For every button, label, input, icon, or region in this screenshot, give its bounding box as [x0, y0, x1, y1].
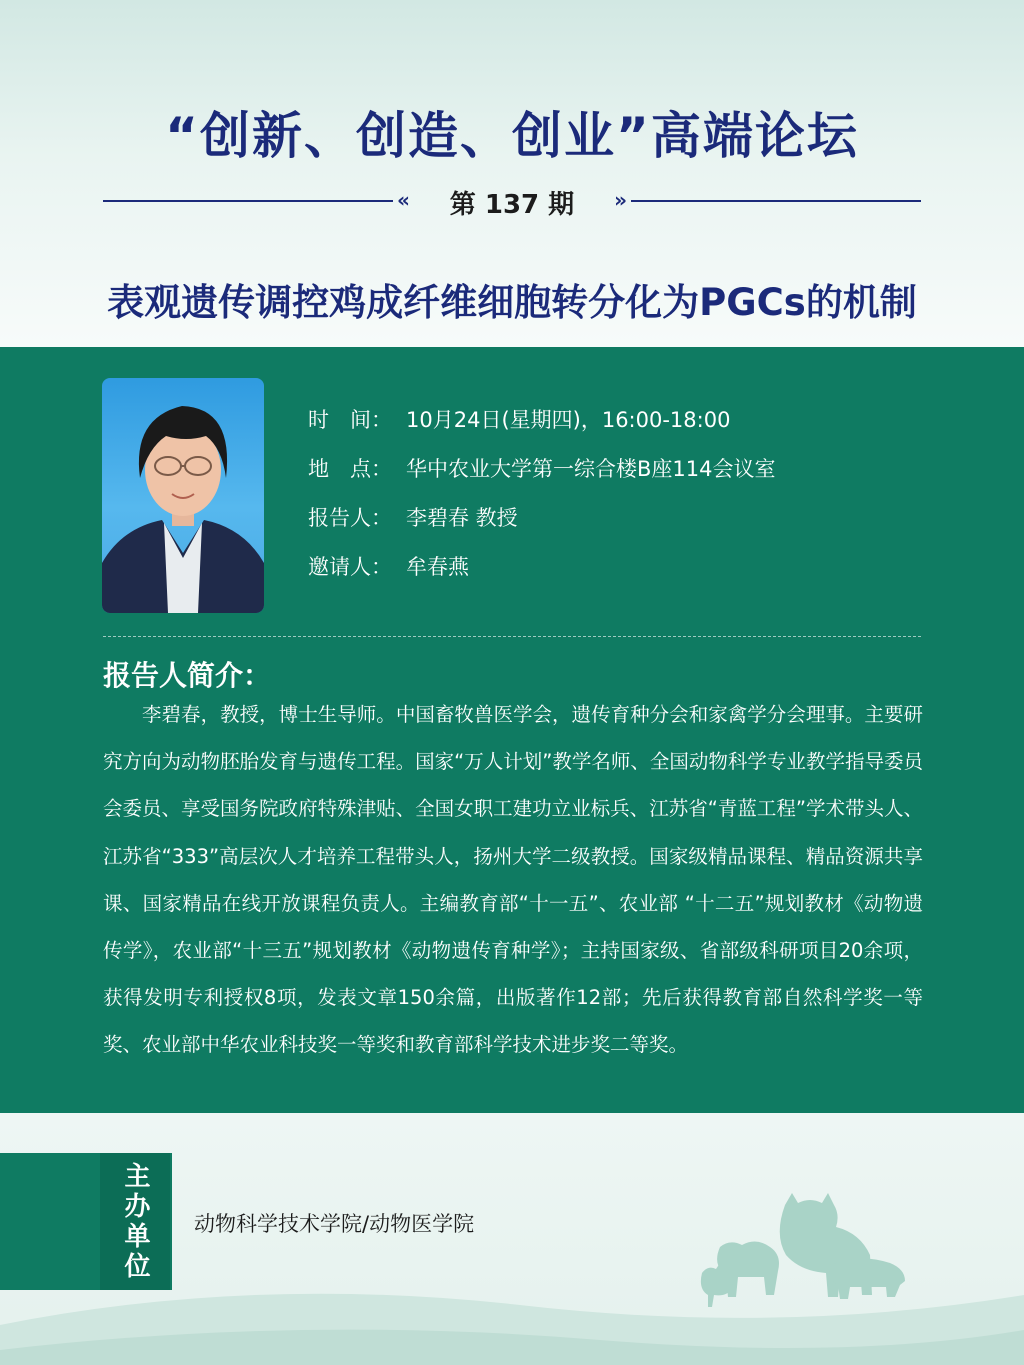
detail-label: 邀请人：: [308, 555, 392, 579]
detail-value: 10月24日(星期四)，16:00-18:00: [406, 408, 731, 432]
detail-value: 牟春燕: [406, 555, 469, 579]
detail-label: 地 点：: [308, 457, 392, 481]
divider-line-right: [631, 200, 921, 202]
forum-title: “创新、创造、创业”高端论坛: [165, 107, 859, 165]
speaker-portrait-icon: [102, 378, 264, 613]
bio-text: 李碧春，教授，博士生导师。中国畜牧兽医学会，遗传育种分会和家禽学分会理事。主要研究方向为动物胚胎发育与遗传工程。国家“万人计划”教学名师、全国动物科学专业教学指导委员会委员、享受国务院政府特殊津贴、全国女职工建功立业标兵、江苏省“青蓝工程”学术带头人、江苏省“333”高层次人才培养工程带头人，扬州大学二级教授。国家级精品课程、精品资源共享课、国家精品在线开放课程负责人。主编教育部“十一五”、农业部 “十二五”规划教材《动物遗传学》，农业部“十三五”规划教材《动物遗传育种学》；主持国家级、省部级科研项目20余项，获得发明专利授权8项，发表文章150余篇，出版著作12部；先后获得教育部自然科学奖一等奖、农业部中华农业科技奖一等奖和教育部科学技术进步奖二等奖。: [103, 703, 923, 1057]
bio-heading: 报告人简介：: [103, 659, 272, 692]
issue-row: [103, 184, 921, 218]
detail-time: [308, 404, 928, 453]
issue-number: 第 137 期: [449, 190, 575, 220]
talk-title: 表观遗传调控鸡成纤维细胞转分化为PGCs的机制: [107, 281, 917, 324]
organizer-label: 主办单位: [100, 1153, 170, 1290]
organizer-name: 动物科学技术学院/动物医学院: [194, 1212, 475, 1236]
detail-value: 李碧春 教授: [406, 506, 518, 530]
event-details: [308, 404, 928, 600]
section-divider: [103, 636, 921, 637]
detail-value: 华中农业大学第一综合楼B座114会议室: [406, 457, 776, 481]
chevron-left-icon: «: [397, 188, 410, 212]
speaker-photo: [102, 378, 264, 613]
detail-host: [308, 551, 928, 600]
detail-location: [308, 453, 928, 502]
detail-speaker: [308, 502, 928, 551]
detail-label: 报告人：: [308, 506, 392, 530]
detail-label: 时 间：: [308, 408, 392, 432]
chevron-right-icon: »: [614, 188, 627, 212]
livestock-silhouette-icon: [690, 1185, 930, 1320]
